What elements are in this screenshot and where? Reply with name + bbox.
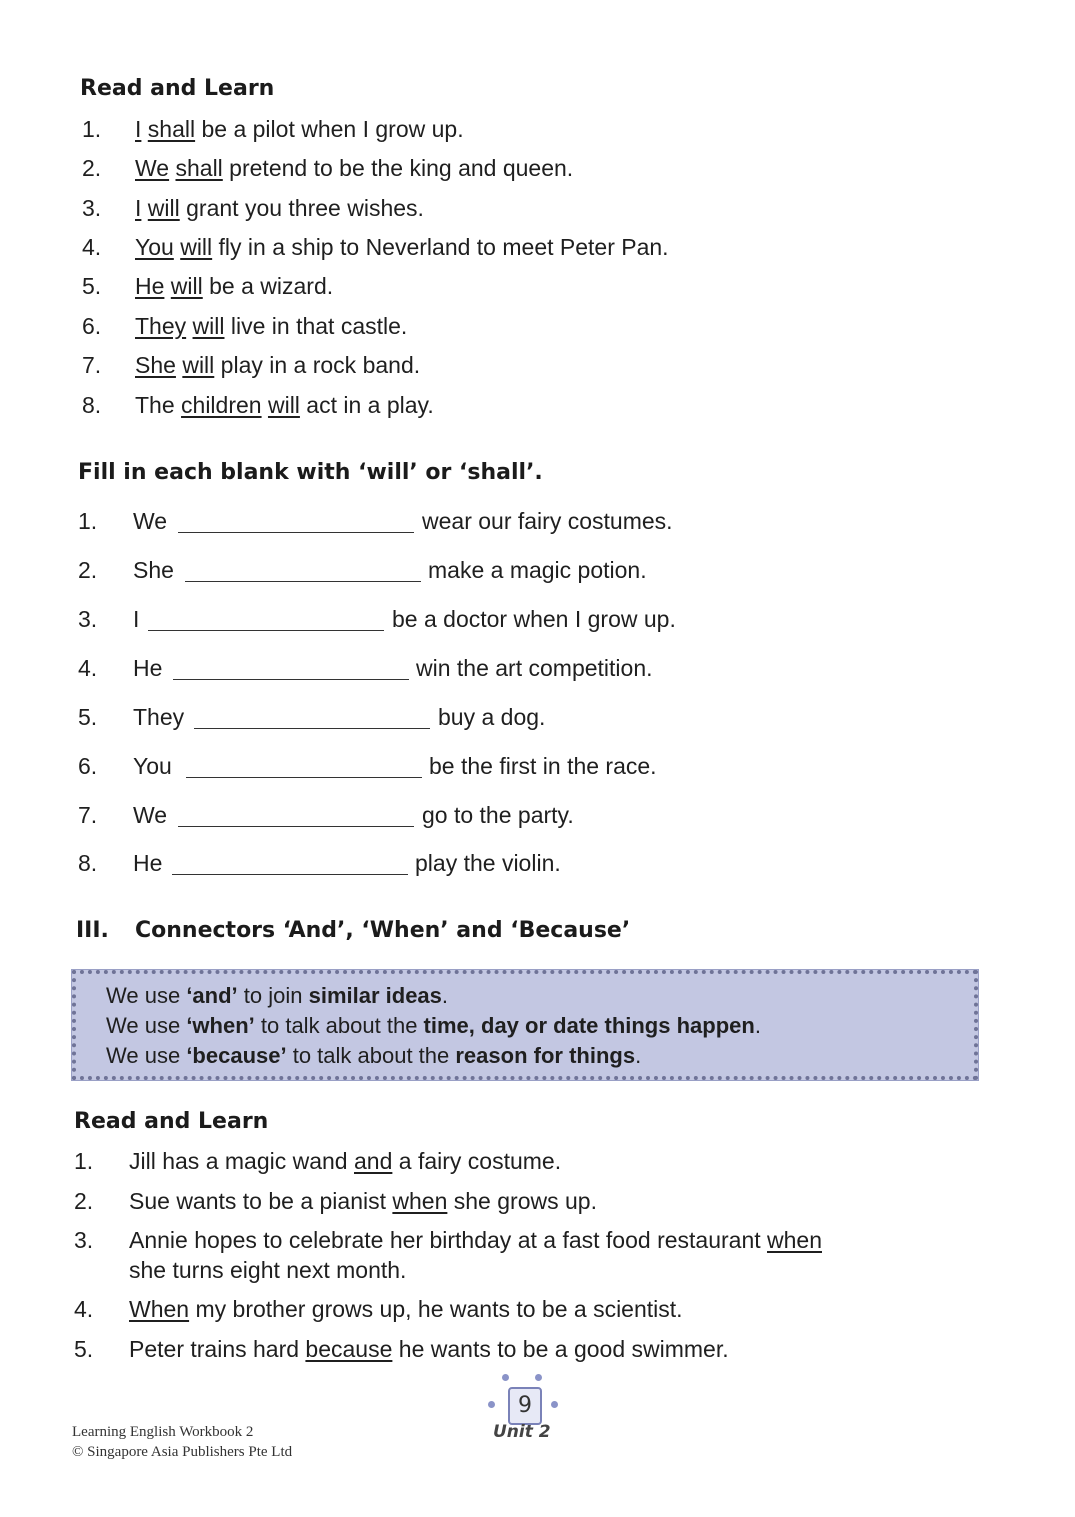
sentence-rest: he wants to be a good swimmer. [392,1336,729,1362]
unit-label: Unit 2 [493,1422,551,1442]
list-item [74,1186,984,1216]
item-sentence [135,153,573,183]
underlined-connector: when [392,1188,448,1214]
sentence-prefix: The [135,392,182,418]
underlined-modal: shall [175,155,223,181]
list-item [82,114,982,144]
answer-blank[interactable] [173,679,409,680]
info-text: to talk about the [286,1043,456,1068]
item-number: 2. [78,557,98,583]
item-sentence [135,271,333,301]
item-number: 5. [74,1336,94,1362]
info-text: . [441,983,449,1008]
underlined-subject: He [135,273,165,299]
info-text: to join [237,983,309,1008]
sentence-rest: make a magic potion. [428,557,647,583]
exercise-row [78,751,978,783]
underlined-subject: I [135,116,142,142]
underlined-modal: will [267,392,300,418]
subject-word: They [133,704,185,730]
info-text: . [635,1043,642,1068]
item-number: 3. [82,195,102,221]
sentence-rest: grant you three wishes. [179,195,424,221]
item-sentence [129,1186,597,1216]
list-item [74,1294,984,1324]
underlined-modal: will [180,234,213,260]
section-heading-read-and-learn-2: Read and Learn [74,1109,269,1134]
underlined-connector: and [354,1148,393,1174]
answer-blank[interactable] [178,826,414,827]
subject-word: You [133,753,172,779]
sentence-prefix: Peter trains hard [129,1336,306,1362]
item-sentence [129,1225,822,1255]
sentence-rest: pretend to be the king and queen. [222,155,574,181]
list-item [82,271,982,301]
info-keyword: ‘when’ [186,1013,255,1038]
list-item [82,350,982,380]
item-number: 6. [78,753,98,779]
info-line [106,982,448,1010]
item-number: 5. [78,704,98,730]
item-number: 3. [74,1227,94,1253]
exercise-row [78,555,978,587]
item-number: 3. [78,606,98,632]
sentence-rest: win the art competition. [416,655,653,681]
exercise-row [78,506,978,538]
underlined-connector: when [767,1227,822,1253]
underlined-modal: will [192,313,225,339]
info-emphasis: reason for things [455,1043,636,1068]
list-item [82,390,982,420]
underlined-modal: will [147,195,180,221]
item-number: 1. [82,116,102,142]
sentence-rest: play the violin. [415,850,561,876]
underlined-connector: because [305,1336,393,1362]
item-sentence [129,1146,561,1176]
sentence-rest: go to the party. [422,802,574,828]
info-text: We use [106,983,187,1008]
sentence-rest: fly in a ship to Neverland to meet Peter Pan. [212,234,669,260]
sentence-prefix: Annie hopes to celebrate her birthday at a fast food restaurant [129,1227,768,1253]
sentence-rest: a fairy costume. [392,1148,562,1174]
decor-dot [488,1401,495,1408]
exercise-row [78,848,978,880]
answer-blank[interactable] [185,581,421,582]
exercise-row [78,702,978,734]
subject-word: We [133,508,168,534]
item-number: 7. [78,802,98,828]
answer-blank[interactable] [186,777,422,778]
item-sentence [129,1294,683,1324]
item-number: 6. [82,313,102,339]
sentence-rest: my brother grows up, he wants to be a scientist. [189,1296,683,1322]
list-item [74,1225,984,1285]
item-number: 2. [82,155,102,181]
underlined-subject: I [135,195,142,221]
exercise-row [78,604,978,636]
item-number: 7. [82,352,102,378]
underlined-modal: shall [147,116,196,142]
underlined-subject: You [135,234,174,260]
answer-blank[interactable] [172,874,408,875]
sentence-rest: be a wizard. [202,273,334,299]
info-text: . [754,1013,761,1038]
item-sentence [135,114,464,144]
sentence-rest: buy a dog. [438,704,546,730]
sentence-rest: act in a play. [299,392,434,418]
info-keyword: ‘because’ [186,1043,287,1068]
subject-word: We [133,802,168,828]
underlined-subject: They [135,313,187,339]
sentence-rest: live in that castle. [224,313,408,339]
decor-dot [502,1374,509,1381]
list-item [74,1334,984,1364]
item-sentence [135,193,424,223]
sentence-prefix: Sue wants to be a pianist [129,1188,393,1214]
info-line [106,1042,641,1070]
info-text: to talk about the [254,1013,424,1038]
subject-word: He [133,850,163,876]
underlined-subject: She [135,352,176,378]
item-sentence [129,1334,729,1364]
item-number: 1. [78,508,98,534]
decor-dot [551,1401,558,1408]
section-heading-read-and-learn: Read and Learn [80,76,275,101]
list-item [74,1146,984,1176]
info-text: We use [106,1013,187,1038]
item-sentence [135,232,669,262]
info-keyword: ‘and’ [186,983,238,1008]
item-number: 2. [74,1188,94,1214]
info-text: We use [106,1043,187,1068]
page-number: 9 [508,1387,542,1425]
sentence-prefix: Jill has a magic wand [129,1148,354,1174]
book-title: Learning English Workbook 2 [72,1424,254,1440]
list-item [82,153,982,183]
sentence-rest: wear our fairy costumes. [422,508,673,534]
underlined-modal: will [182,352,215,378]
sentence-continuation: she turns eight next month. [129,1257,407,1283]
underlined-connector: When [129,1296,190,1322]
item-number: 4. [82,234,102,260]
item-number: 4. [74,1296,94,1322]
item-sentence [135,390,434,420]
sentence-rest: be a pilot when I grow up. [195,116,464,142]
answer-blank[interactable] [178,532,414,533]
info-line [106,1012,761,1040]
info-emphasis: time, day or date things happen [423,1013,755,1038]
item-number: 5. [82,273,102,299]
subject-word: He [133,655,163,681]
item-sentence [135,311,407,341]
connectors-info-box [72,970,978,1080]
sentence-rest: play in a rock band. [214,352,421,378]
sentence-rest: be a doctor when I grow up. [392,606,676,632]
answer-blank[interactable] [148,630,384,631]
info-emphasis: similar ideas [308,983,442,1008]
copyright-notice: © Singapore Asia Publishers Pte Ltd [72,1444,293,1460]
item-number: 8. [78,850,98,876]
list-item [82,232,982,262]
list-item [82,193,982,223]
section-heading-connectors: Connectors ‘And’, ‘When’ and ‘Because’ [135,918,631,943]
section-numeral: III. [76,918,109,943]
list-item [82,311,982,341]
item-number: 8. [82,392,102,418]
item-sentence [135,350,420,380]
decor-dot [535,1374,542,1381]
item-number: 1. [74,1148,94,1174]
sentence-rest: she grows up. [447,1188,597,1214]
section-heading-fill-in: Fill in each blank with ‘will’ or ‘shall’. [78,460,543,485]
exercise-row [78,653,978,685]
answer-blank[interactable] [194,728,430,729]
underlined-modal: will [170,273,203,299]
subject-word: I [133,606,140,632]
subject-word: She [133,557,174,583]
sentence-rest: be the first in the race. [429,753,657,779]
underlined-subject: children [181,392,262,418]
item-number: 4. [78,655,98,681]
exercise-row [78,800,978,832]
underlined-subject: We [135,155,170,181]
